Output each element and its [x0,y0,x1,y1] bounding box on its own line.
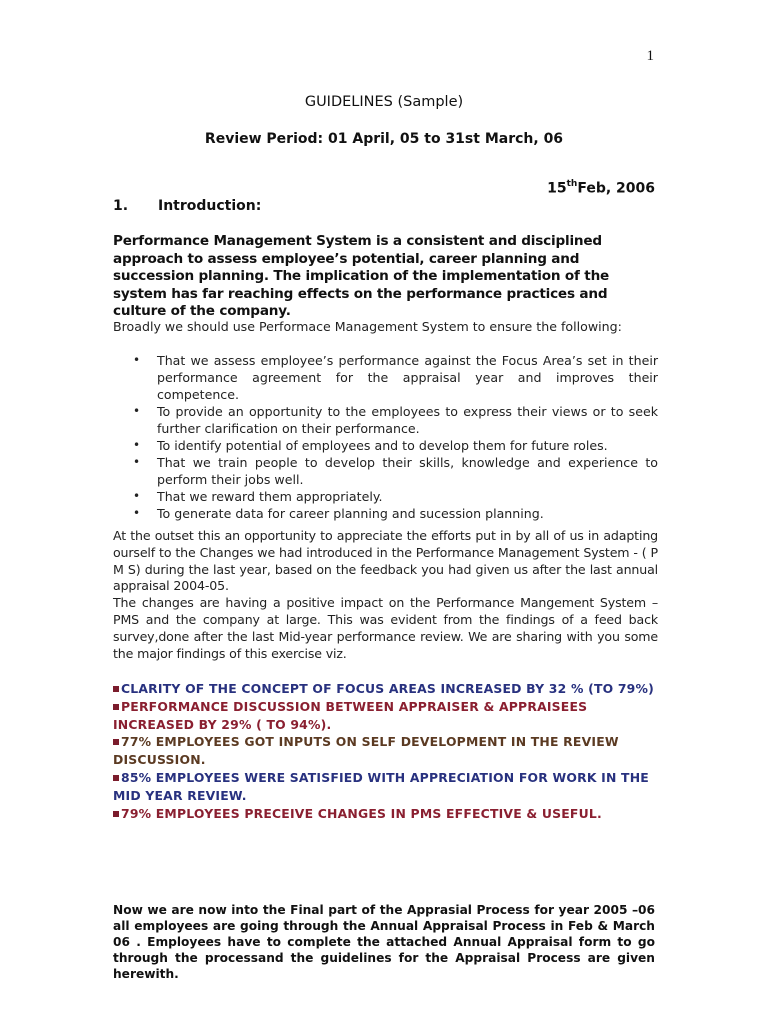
finding-item [113,733,658,769]
square-bullet-icon [113,704,119,710]
list-item-text: That we train people to develop their skills, knowledge and experience to perform their jobs well. [157,455,658,487]
list-item [130,488,658,505]
list-item-text: To provide an opportunity to the employees to express their views or to seek further clarification on their performance. [157,404,658,436]
finding-text: 77% EMPLOYEES GOT INPUTS ON SELF DEVELOPMENT IN THE REVIEW DISCUSSION. [113,734,619,768]
list-item [130,352,658,403]
section-title: Introduction: [158,198,262,214]
finding-item [113,680,658,698]
finding-item [113,769,658,805]
bullet-icon: • [133,404,141,418]
outset-paragraph-1: At the outset this an opportunity to appreciate the efforts put in by all of us in adapting ourself to the Changes we had introduced in the Performance Management System - ( P M S) during the last year, based on the feedback you had given us after the last annual appraisal 2004-05. [113,528,658,594]
bullet-icon: • [133,489,141,503]
list-item-text: To identify potential of employees and to develop them for future roles. [157,438,608,453]
outset-paragraph [113,528,658,662]
intro-paragraph: Performance Management System is a consistent and disciplined approach to assess employee’s potential, career planning and succession planning. The implication of the implementation of the system has far reaching effects on the performance practices and culture of the company. [113,233,610,319]
bullet-icon: • [133,506,141,520]
title-sample: (Sample) [397,94,464,110]
bullet-icon: • [133,455,141,469]
list-item [130,454,658,488]
review-period: Review Period: 01 April, 05 to 31st March, 06 [204,131,564,147]
document-date [420,180,655,197]
outset-paragraph-2: The changes are having a positive impact on the Performance Mangement System –PMS and the company at large. This was evident from the findings of a feed back survey,done after the last Mid-year performance review. We are sharing with you some the major findings of this exercise viz. [113,595,658,661]
document-title [0,94,768,110]
finding-text: 85% EMPLOYEES WERE SATISFIED WITH APPRECIATION FOR WORK IN THE MID YEAR REVIEW. [113,769,649,803]
finding-text: PERFORMANCE DISCUSSION BETWEEN APPRAISER & APPRAISEES INCREASED BY 29% ( TO 94%). [113,698,588,732]
finding-text: 79% EMPLOYEES PRECEIVE CHANGES IN PMS EFFECTIVE & USEFUL. [121,805,602,821]
square-bullet-icon [113,775,119,781]
list-item-text: To generate data for career planning and sucession planning. [157,506,544,521]
list-item-text: That we assess employee’s performance against the Focus Area’s set in their performance agreement for the appraisal year and improves their competence. [157,353,658,402]
closing-paragraph: Now we are now into the Final part of the Apprasial Process for year 2005 –06 all employees are going through the Annual Appraisal Process in Feb & March 06 . Employees have to complete the attached Annual Appraisal form to go through the processand the guidelines for the Appraisal Process are given herewith. [113,903,655,981]
objectives-list [130,352,658,522]
list-item [130,403,658,437]
finding-text: CLARITY OF THE CONCEPT OF FOCUS AREAS INCREASED BY 32 % (TO 79%) [121,681,654,696]
square-bullet-icon [113,811,119,817]
finding-item [113,805,658,823]
date-suffix: th [566,179,578,189]
list-item-text: That we reward them appropriately. [157,489,383,504]
section-number: 1. [113,198,129,214]
date-rest: Feb, 2006 [577,180,655,197]
square-bullet-icon [113,686,119,692]
finding-item [113,698,658,734]
title-main: GUIDELINES [304,94,393,110]
bullet-icon: • [133,438,141,452]
broadly-paragraph: Broadly we should use Performace Management System to ensure the following: [113,319,622,334]
findings-list [113,680,658,822]
bullet-icon: • [133,353,141,367]
list-item [130,437,658,454]
page-number: 1 [646,48,654,64]
list-item [130,505,658,522]
square-bullet-icon [113,739,119,745]
date-day: 15 [547,180,567,197]
